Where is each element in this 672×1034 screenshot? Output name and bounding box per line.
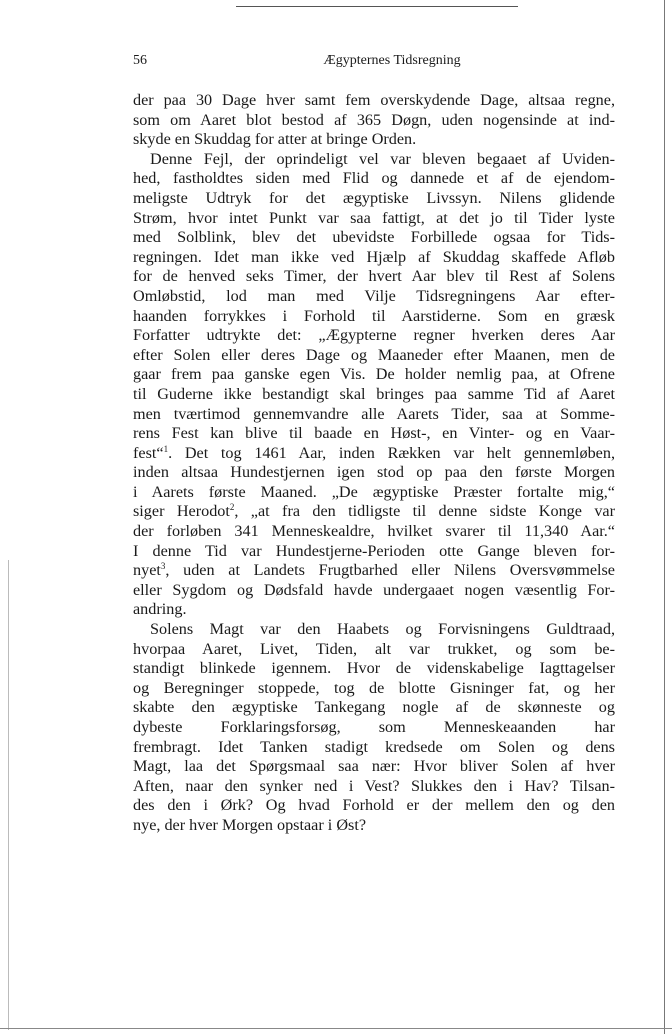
- footnote-marker: 3: [160, 561, 166, 572]
- text-line-content: gaar frem paa ganske egen Vis. De holder nemlig paa, at Ofrene: [133, 365, 615, 384]
- text-line-content: nye, der hver Morgen opstaar i Øst?: [133, 815, 367, 834]
- text-line: [133, 718, 615, 738]
- text-line-content: til Guderne ikke bestandigt skal bringes paa samme Tid af Aaret: [133, 384, 615, 403]
- page-edge-left: [8, 560, 9, 1030]
- text-line: [133, 130, 615, 150]
- text-line: [133, 620, 615, 640]
- text-line-content: eller Sygdom og Dødsfald havde undergaaet nogen væsentlig For-: [133, 580, 615, 599]
- text-line: [133, 307, 615, 327]
- text-line-content: skabte den ægyptiske Tankegang nogle af de skønneste og: [133, 698, 615, 717]
- running-title: Ægypternes Tidsregning: [323, 53, 461, 68]
- text-line: [133, 326, 615, 346]
- text-line: [133, 816, 615, 836]
- footnote-marker: 1: [163, 443, 169, 454]
- top-rule: [236, 6, 518, 7]
- text-line: [133, 463, 615, 483]
- text-line: [133, 561, 615, 581]
- text-line-content: dybeste Forklaringsforsøg, som Menneskeaanden har: [133, 718, 615, 736]
- text-line-content: Forfatter udtrykte det: „Ægypterne regner hverken deres Aar: [133, 326, 615, 345]
- text-line: [133, 91, 615, 111]
- text-line: [133, 738, 615, 758]
- text-line-content: som om Aaret blot bestod af 365 Døgn, uden nogensinde at ind-: [133, 110, 615, 129]
- text-line: [133, 698, 615, 718]
- text-line-content: efter Solen eller deres Dage og Maaneder efter Maanen, men de: [133, 345, 615, 364]
- text-line-content: i Aarets første Maaned. „De ægyptiske Præster fortalte mig,“: [133, 482, 615, 501]
- text-line-content: des den i Ørk? Og hvad Forhold er der mellem den og den: [133, 796, 615, 815]
- text-line-content: inden altsaa Hundestjernen igen stod op paa den første Morgen: [133, 463, 615, 482]
- text-line: [133, 267, 615, 287]
- text-line-content: Denne Fejl, der oprindeligt vel var bleven begaaet af Uviden-: [150, 149, 615, 168]
- body-text: [133, 91, 615, 836]
- text-line: [133, 502, 615, 522]
- text-line: [133, 757, 615, 777]
- text-line: [133, 640, 615, 660]
- text-line-content: Solens Magt var den Haabets og Forvisningens Guldtraad,: [150, 620, 615, 639]
- text-line-content: regningen. Idet man ikke ved Hjælp af Skuddag skaffede Afløb: [133, 247, 615, 266]
- text-line: [133, 600, 615, 620]
- text-line: [133, 287, 615, 307]
- text-line: [133, 679, 615, 699]
- text-line-content: meligste Udtryk for det ægyptiske Livssyn. Nilens glidende: [133, 188, 615, 207]
- text-line-content: og Beregninger stoppede, tog de blotte Gisninger fat, og her: [133, 678, 615, 697]
- text-line-content: rens Fest kan blive til baade en Høst-, en Vinter- og en Vaar-: [133, 424, 615, 443]
- text-line-content: haanden forrykkes i Forhold til Aarstiderne. Som en græsk: [133, 306, 615, 325]
- text-line-content: I denne Tid var Hundestjerne-Perioden otte Gange bleven for-: [133, 541, 615, 560]
- text-line-continuation: , uden at Landets Frugtbarhed eller Nilens Oversvømmelse: [165, 561, 615, 580]
- text-line: [133, 385, 615, 405]
- text-line-content: Magt, laa det Spørgsmaal saa nær: Hvor bliver Solen af hver: [133, 757, 615, 776]
- page-header: [133, 53, 615, 73]
- text-line: [133, 248, 615, 268]
- text-line: [133, 483, 615, 503]
- text-line: [133, 111, 615, 131]
- text-line-content: hvorpaa Aaret, Livet, Tiden, alt var trukket, og som be-: [133, 639, 615, 658]
- text-line: [133, 228, 615, 248]
- text-line-content: der paa 30 Dage hver samt fem overskydende Dage, altsaa regne,: [133, 91, 615, 109]
- page-edge-right: [664, 0, 665, 1034]
- page-number: 56: [133, 53, 147, 68]
- text-line: [133, 346, 615, 366]
- text-line: [133, 581, 615, 601]
- text-line-continuation: , „at fra den tidligste til denne sidste Konge var: [234, 502, 615, 521]
- text-line-content: Aften, naar den synker ned i Vest? Slukkes den i Hav? Tilsan-: [133, 776, 615, 795]
- text-line: [133, 542, 615, 562]
- text-line-content: andring.: [133, 600, 187, 619]
- bottom-rule: [0, 1028, 672, 1029]
- text-line: [133, 209, 615, 229]
- text-line-continuation: . Det tog 1461 Aar, inden Rækken var helt gennemløben,: [168, 443, 615, 462]
- text-line: [133, 365, 615, 385]
- text-line: [133, 189, 615, 209]
- text-line-content: nyet: [133, 561, 161, 580]
- text-line: [133, 444, 615, 464]
- text-line: [133, 169, 615, 189]
- text-line: [133, 405, 615, 425]
- text-line: [133, 424, 615, 444]
- text-line-content: men tværtimod gennemvandre alle Aarets Tider, saa at Somme-: [133, 404, 615, 423]
- text-line-content: frembragt. Idet Tanken stadigt kredsede om Solen og dens: [133, 737, 615, 756]
- text-line-content: hed, fastholdtes siden med Flid og dannede et af de ejendom-: [133, 169, 615, 188]
- text-line-content: for de henved seks Timer, der hvert Aar blev til Rest af Solens: [133, 267, 615, 286]
- text-line-content: fest“: [133, 443, 164, 462]
- text-line-content: Omløbstid, lod man med Vilje Tidsregningens Aar efter-: [133, 286, 615, 305]
- text-line-content: med Solblink, blev det ubevidste Forbillede ogsaa for Tids-: [133, 228, 615, 247]
- text-line-content: siger Herodot: [133, 502, 230, 521]
- text-line-content: Strøm, hvor intet Punkt var saa fattigt, at det jo til Tider lyste: [133, 208, 615, 227]
- text-line: [133, 522, 615, 542]
- text-line: [133, 150, 615, 170]
- text-line: [133, 659, 615, 679]
- footnote-marker: 2: [229, 502, 235, 513]
- text-line: [133, 796, 615, 816]
- text-line-content: der forløben 341 Menneskealdre, hvilket svarer til 11,340 Aar.“: [133, 522, 615, 541]
- text-line-content: skyde en Skuddag for atter at bringe Orden.: [133, 130, 417, 149]
- text-line: [133, 777, 615, 797]
- text-line-content: standigt blinkede igennem. Hvor de videnskabelige Iagttagelser: [133, 659, 615, 678]
